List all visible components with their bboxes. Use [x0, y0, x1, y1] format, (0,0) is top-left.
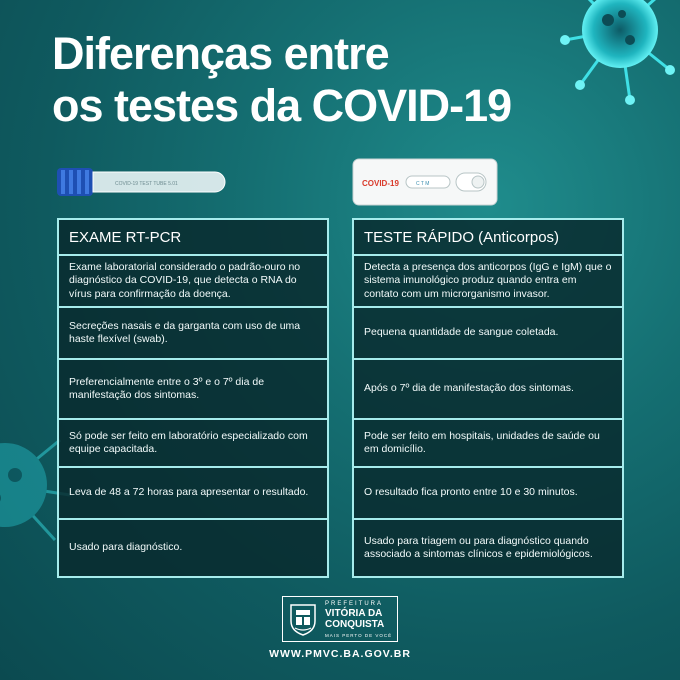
rapid-test-cell — [354, 360, 622, 420]
rt-pcr-cell — [59, 256, 327, 308]
title-line-1: Diferenças entre — [52, 28, 389, 79]
prefeitura-logo[interactable] — [282, 596, 398, 642]
cell-text: Leva de 48 a 72 horas para apresentar o resultado. — [69, 486, 309, 499]
rt-pcr-cell — [59, 308, 327, 360]
page-title — [52, 28, 511, 132]
cell-text: Após o 7º dia de manifestação dos sintomas. — [364, 382, 574, 395]
rapid-test-kit-icon — [352, 158, 498, 206]
cell-text: Usado para diagnóstico. — [69, 541, 183, 554]
logo-name-line-2: CONQUISTA — [325, 619, 385, 630]
cell-text: Secreções nasais e da garganta com uso de uma haste flexível (swab). — [69, 319, 301, 345]
virus-icon — [560, 0, 680, 150]
rapid-test-column — [352, 218, 624, 578]
rt-pcr-header: EXAME RT-PCR — [59, 220, 327, 256]
rapid-test-header: TESTE RÁPIDO (Anticorpos) — [354, 220, 622, 256]
logo-name-line-1: VITÓRIA DA — [325, 608, 383, 619]
cell-text: Preferencialmente entre o 3º e o 7º dia de manifestação dos sintomas. — [69, 375, 265, 401]
kit-marks: C T M — [416, 181, 430, 187]
rapid-test-cell — [354, 420, 622, 468]
cell-text: Detecta a presença dos anticorpos (IgG e IgM) que o sistema imunológico produz quando entra em contato com um microrganismo invasor. — [364, 260, 612, 300]
rapid-test-cell — [354, 256, 622, 308]
test-tube-icon — [55, 166, 231, 198]
footer-url[interactable]: WWW.PMVC.BA.GOV.BR — [269, 648, 411, 660]
logo-slogan: MAIS PERTO DE VOCÊ — [325, 633, 393, 638]
title-line-2: os testes da COVID-19 — [52, 80, 512, 131]
logo-prefix: PREFEITURA — [325, 601, 384, 607]
cell-text: Pequena quantidade de sangue coletada. — [364, 326, 559, 339]
rapid-test-cell — [354, 308, 622, 360]
kit-label: COVID-19 — [362, 179, 399, 188]
rt-pcr-cell — [59, 468, 327, 520]
rt-pcr-column — [57, 218, 329, 578]
tube-label: COVID-19 TEST TUBE 5.01 — [115, 181, 178, 187]
cell-text: Só pode ser feito em laboratório especializado com equipe capacitada. — [69, 429, 308, 455]
cell-text: Pode ser feito em hospitais, unidades de saúde ou em domicílio. — [364, 429, 600, 455]
rt-pcr-cell — [59, 520, 327, 576]
rt-pcr-cell — [59, 360, 327, 420]
rapid-test-cell — [354, 520, 622, 576]
cell-text: Usado para triagem ou para diagnóstico quando associado a sintomas clínicos e epidemiológicos. — [364, 534, 593, 560]
rapid-test-cell — [354, 468, 622, 520]
city-emblem-icon — [287, 601, 319, 637]
cell-text: O resultado fica pronto entre 10 e 30 minutos. — [364, 486, 578, 499]
rt-pcr-cell — [59, 420, 327, 468]
cell-text: Exame laboratorial considerado o padrão-ouro no diagnóstico da COVID-19, que detecta o RNA do vírus para confirmação da doença. — [69, 260, 301, 300]
